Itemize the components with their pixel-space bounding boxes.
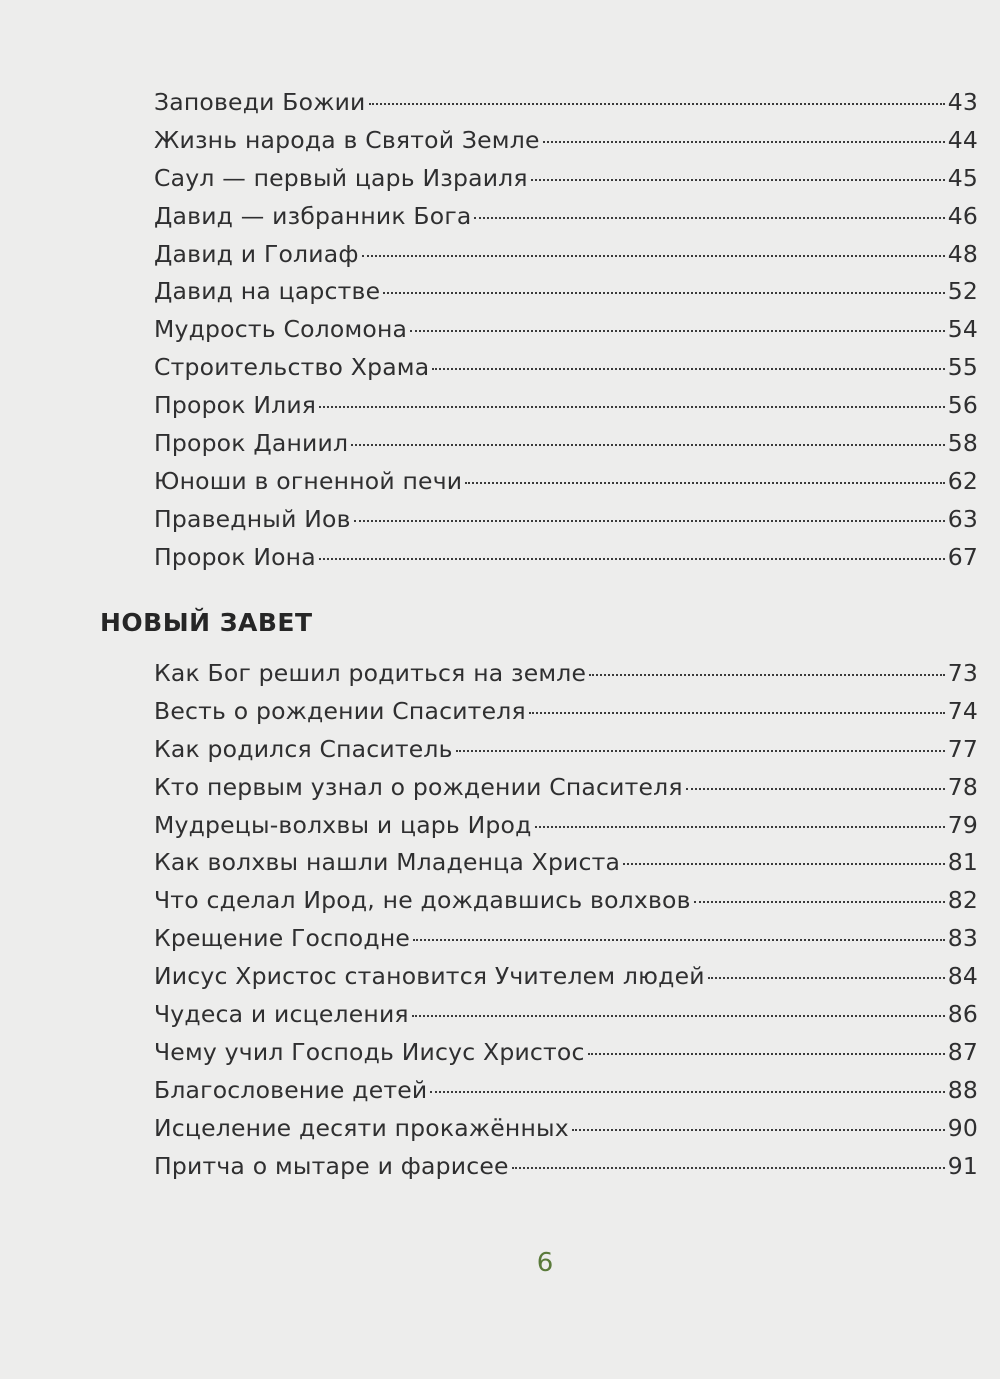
- page-number: 6: [536, 1248, 554, 1278]
- dot-leader: [410, 330, 945, 332]
- toc-entry-page: 88: [947, 1075, 978, 1104]
- toc-entry-title: Притча о мытаре и фарисее: [154, 1151, 509, 1180]
- toc-entry: [154, 882, 978, 920]
- toc-entry: [154, 160, 978, 198]
- dot-leader: [383, 292, 944, 294]
- toc-entry-page: 82: [947, 886, 978, 915]
- toc-entry: [154, 311, 978, 349]
- toc-entry-title: Весть о рождении Спасителя: [154, 696, 526, 725]
- toc-entry-page: 77: [947, 734, 978, 763]
- toc-entry-title: Кто первым узнал о рождении Спасителя: [154, 772, 683, 801]
- toc-entry-page: 63: [947, 504, 978, 533]
- dot-leader: [529, 712, 945, 714]
- dot-leader: [351, 444, 944, 446]
- toc-entry: [154, 236, 978, 274]
- toc-entry-title: Как Бог решил родиться на земле: [154, 659, 587, 687]
- toc-entry-title: Как родился Спаситель: [154, 734, 453, 763]
- toc-entry: [154, 501, 978, 539]
- dot-leader: [362, 255, 945, 257]
- dot-leader: [432, 368, 944, 370]
- toc-entry-page: 44: [947, 125, 978, 154]
- toc-entry-title: Давид на царстве: [154, 277, 381, 306]
- toc-entry: [154, 769, 978, 807]
- dot-leader: [535, 826, 945, 828]
- dot-leader: [686, 788, 945, 790]
- dot-leader: [412, 1015, 945, 1017]
- toc-entry: [154, 693, 978, 731]
- dot-leader: [531, 179, 945, 181]
- toc-entry-page: 81: [947, 848, 978, 877]
- toc-entry: [154, 1034, 978, 1072]
- toc-entry-title: Что сделал Ирод, не дождавшись волхвов: [154, 886, 691, 915]
- toc-entry-title: Исцеление десяти прокажённых: [154, 1113, 569, 1142]
- toc-entry: [154, 349, 978, 387]
- toc-entry-title: Крещение Господне: [154, 924, 411, 953]
- toc-entry-page: 45: [947, 163, 978, 192]
- toc-entry-title: Пророк Даниил: [154, 429, 349, 458]
- dot-leader: [413, 939, 945, 941]
- toc-entry-page: 58: [947, 429, 978, 458]
- toc-entry-page: 90: [947, 1113, 978, 1142]
- dot-leader: [319, 406, 945, 408]
- toc-entry-page: 43: [947, 88, 978, 116]
- toc-entry-page: 87: [947, 1037, 978, 1066]
- section-heading-new-testament: НОВЫЙ ЗАВЕТ: [100, 608, 313, 637]
- dot-leader: [543, 141, 945, 143]
- toc-entry-page: 56: [947, 391, 978, 420]
- dot-leader: [369, 103, 945, 105]
- toc-entry: [154, 996, 978, 1034]
- toc-entry-page: 48: [947, 239, 978, 268]
- toc-entry: [154, 425, 978, 463]
- toc-entry: [154, 122, 978, 160]
- toc-entry: [154, 655, 978, 693]
- toc-entry-page: 46: [947, 201, 978, 230]
- dot-leader: [465, 482, 944, 484]
- toc-entry-title: Мудрецы-волхвы и царь Ирод: [154, 810, 532, 839]
- toc-entry-page: 73: [947, 659, 978, 687]
- toc-entry-page: 74: [947, 696, 978, 725]
- toc-entry: [154, 84, 978, 122]
- toc-entry: [154, 807, 978, 845]
- dot-leader: [456, 750, 945, 752]
- toc-entry: [154, 1148, 978, 1186]
- toc-entry: [154, 920, 978, 958]
- toc-entry-page: 78: [947, 772, 978, 801]
- toc-entry-title: Праведный Иов: [154, 504, 351, 533]
- dot-leader: [354, 520, 945, 522]
- toc-entry-title: Благословение детей: [154, 1075, 428, 1104]
- dot-leader: [694, 901, 945, 903]
- toc-entry: [154, 198, 978, 236]
- dot-leader: [588, 1053, 945, 1055]
- toc-entry-title: Юноши в огненной печи: [154, 466, 463, 495]
- toc-entry-title: Заповеди Божии: [154, 88, 366, 116]
- toc-entry: [154, 539, 978, 577]
- toc-entry: [154, 387, 978, 425]
- dot-leader: [623, 863, 945, 865]
- toc-entry-title: Давид и Голиаф: [154, 239, 359, 268]
- toc-entry-title: Саул — первый царь Израиля: [154, 163, 528, 192]
- dot-leader: [708, 977, 945, 979]
- dot-leader: [589, 674, 945, 676]
- dot-leader: [319, 558, 945, 560]
- toc-new-testament: [154, 655, 978, 1185]
- toc-entry-title: Пророк Иона: [154, 542, 316, 571]
- toc-entry-page: 62: [947, 466, 978, 495]
- toc-entry-page: 54: [947, 315, 978, 344]
- toc-entry-page: 67: [947, 542, 978, 571]
- toc-entry-title: Мудрость Соломона: [154, 315, 408, 344]
- toc-entry-page: 83: [947, 924, 978, 953]
- dot-leader: [474, 217, 944, 219]
- toc-entry-page: 79: [947, 810, 978, 839]
- toc-entry-page: 52: [947, 277, 978, 306]
- toc-entry-title: Пророк Илия: [154, 391, 317, 420]
- toc-entry-title: Чему учил Господь Иисус Христос: [154, 1037, 585, 1066]
- toc-entry: [154, 463, 978, 501]
- dot-leader: [430, 1091, 944, 1093]
- toc-entry-title: Давид — избранник Бога: [154, 201, 472, 230]
- toc-entry: [154, 273, 978, 311]
- toc-entry-page: 86: [947, 1000, 978, 1029]
- toc-entry-page: 91: [947, 1151, 978, 1180]
- toc-entry: [154, 1072, 978, 1110]
- toc-old-testament: [154, 84, 978, 577]
- toc-entry-title: Жизнь народа в Святой Земле: [154, 125, 540, 154]
- dot-leader: [572, 1129, 945, 1131]
- toc-entry-title: Как волхвы нашли Младенца Христа: [154, 848, 621, 877]
- toc-entry: [154, 731, 978, 769]
- toc-entry-title: Строительство Храма: [154, 353, 430, 382]
- dot-leader: [512, 1167, 945, 1169]
- toc-entry: [154, 958, 978, 996]
- toc-entry-page: 84: [947, 962, 978, 991]
- toc-entry-title: Иисус Христос становится Учителем людей: [154, 962, 705, 991]
- toc-entry-title: Чудеса и исцеления: [154, 1000, 409, 1029]
- toc-entry: [154, 844, 978, 882]
- toc-entry: [154, 1110, 978, 1148]
- toc-entry-page: 55: [947, 353, 978, 382]
